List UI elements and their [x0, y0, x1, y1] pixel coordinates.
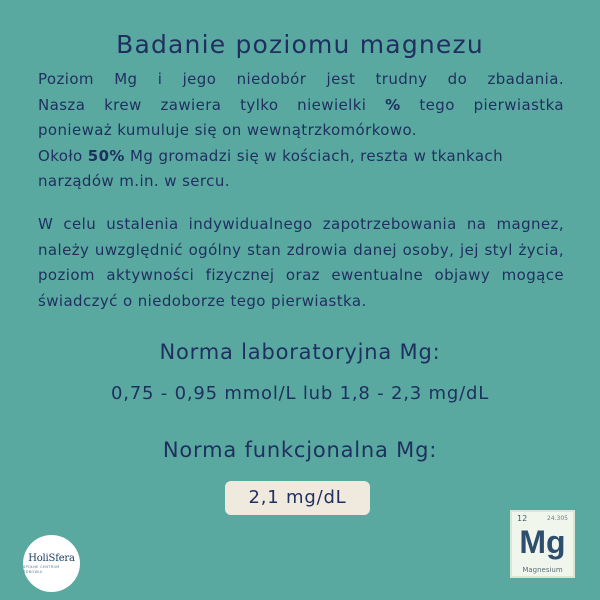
lab-norm-value: 0,75 - 0,95 mmol/L lub 1,8 - 2,3 mg/dL	[110, 383, 490, 404]
intro-line-2-start: Nasza krew zawiera tylko niewielki	[38, 95, 386, 114]
intro-line-4-start: Około	[38, 146, 88, 165]
functional-norm-value: 2,1 mg/dL	[225, 481, 370, 515]
intro-line-2-end: tego pierwiastka	[400, 95, 564, 114]
lab-norm-heading: Norma laboratoryjna Mg:	[159, 340, 441, 364]
intro-line-5: narządów m.in. w sercu.	[38, 172, 230, 190]
magnesium-element-tile	[510, 510, 575, 578]
logo-tagline: SPÓŁNE CENTRUM ZDROWIA	[23, 564, 60, 574]
intro-line-4	[38, 144, 564, 170]
page-title: Badanie poziomu magnezu	[116, 30, 484, 59]
logo-wordmark: HoliSfera	[28, 552, 75, 564]
holisfera-logo	[23, 535, 80, 592]
intro-paragraph	[38, 67, 564, 195]
element-name: Magnesium	[522, 566, 563, 574]
functional-norm-heading: Norma funkcjonalna Mg:	[162, 438, 438, 462]
element-symbol: Mg	[519, 524, 566, 560]
intro-line-1: Poziom Mg i jego niedobór jest trudny do zbadania.	[38, 70, 564, 88]
element-atomic-number: 12	[517, 514, 528, 523]
percent-highlight: %	[385, 95, 401, 114]
intro-line-2	[38, 93, 564, 119]
intro-line-3: ponieważ kumuluje się on wewnątrzkomórkowo.	[38, 121, 417, 139]
requirements-paragraph: W celu ustalenia indywidualnego zapotrzebowania na magnez, należy uwzględnić ogólny stan zdrowia danej osoby, jej styl życia, poziom aktywności fizycznej oraz ewentualne objawy mogące świadczyć o niedoborze tego pierwiastka.	[38, 215, 564, 310]
fifty-percent-highlight: 50%	[87, 146, 125, 165]
element-atomic-weight: 24.305	[547, 515, 568, 522]
intro-line-4-end: Mg gromadzi się w kościach, reszta w tkankach	[124, 146, 503, 165]
